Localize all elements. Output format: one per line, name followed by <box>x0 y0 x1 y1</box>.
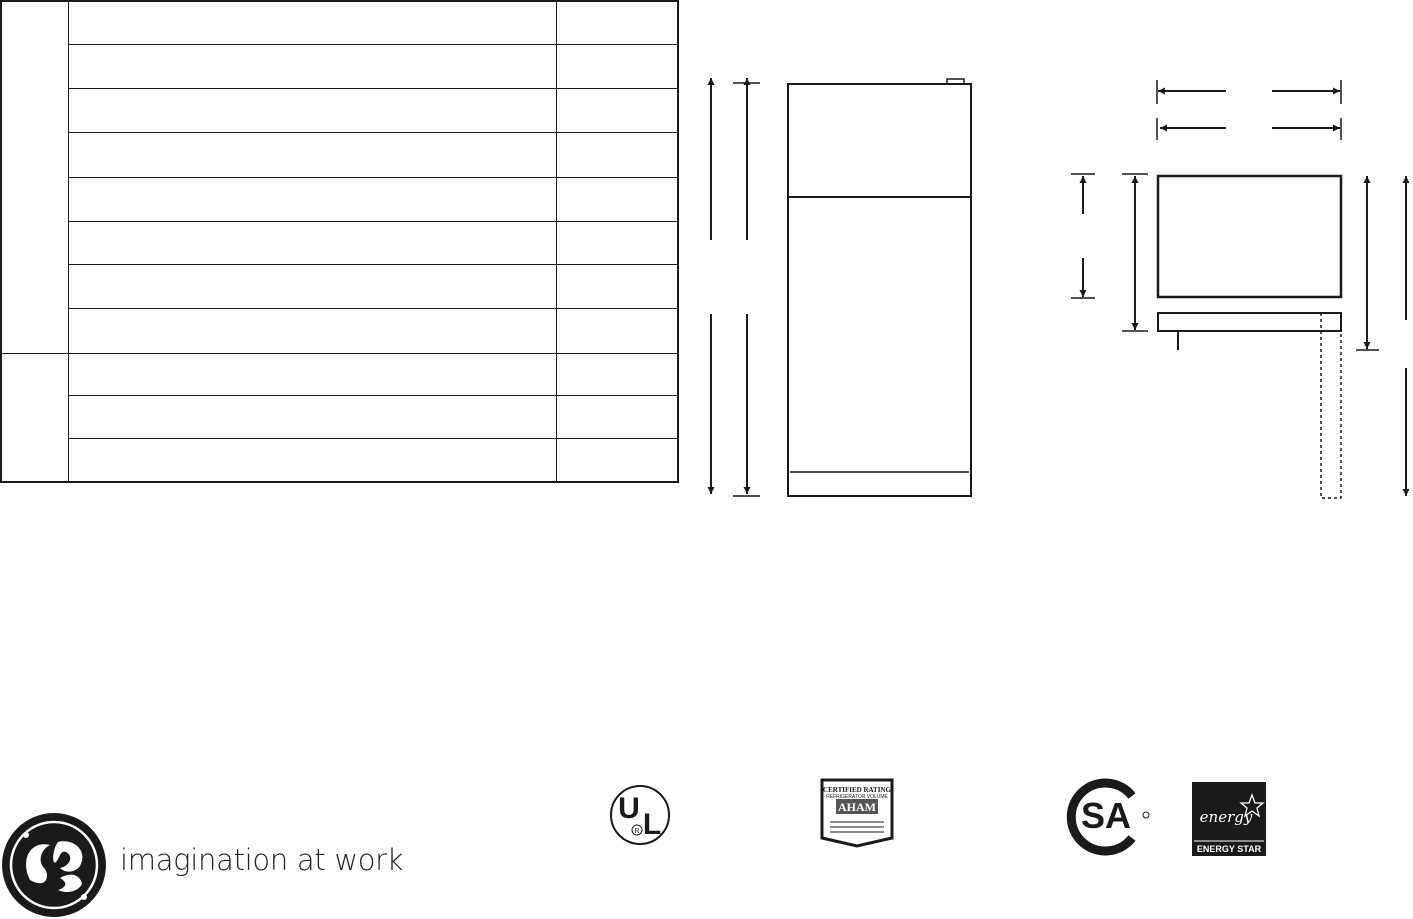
ge-monogram-icon <box>2 813 106 917</box>
aham-title: CERTIFIED RATING <box>823 786 891 794</box>
csa-logo-icon <box>1071 783 1149 851</box>
ge-tagline: imagination at work <box>120 843 404 877</box>
front-view-diagram <box>711 78 971 496</box>
csa-letters: SA <box>1080 795 1132 836</box>
door-open-outline <box>1321 313 1341 498</box>
svg-text:R: R <box>634 828 640 835</box>
energy-star-script: energy <box>1199 808 1253 826</box>
door-top-view <box>1158 313 1341 331</box>
side-view-diagram <box>1071 80 1406 498</box>
aham-name: AHAM <box>838 800 876 814</box>
refrigerator-body <box>788 84 971 496</box>
cabinet-top-view <box>1158 176 1341 297</box>
ul-letter-l: L <box>642 808 662 841</box>
ul-letter-u: U <box>618 792 640 825</box>
aham-seal-icon <box>822 780 892 846</box>
aham-subtitle: REFRIGERATOR VOLUME <box>826 794 888 800</box>
energy-star-label: ENERGY STAR <box>1196 844 1262 854</box>
ul-logo-icon <box>611 786 669 844</box>
hinge-cap <box>947 79 964 84</box>
